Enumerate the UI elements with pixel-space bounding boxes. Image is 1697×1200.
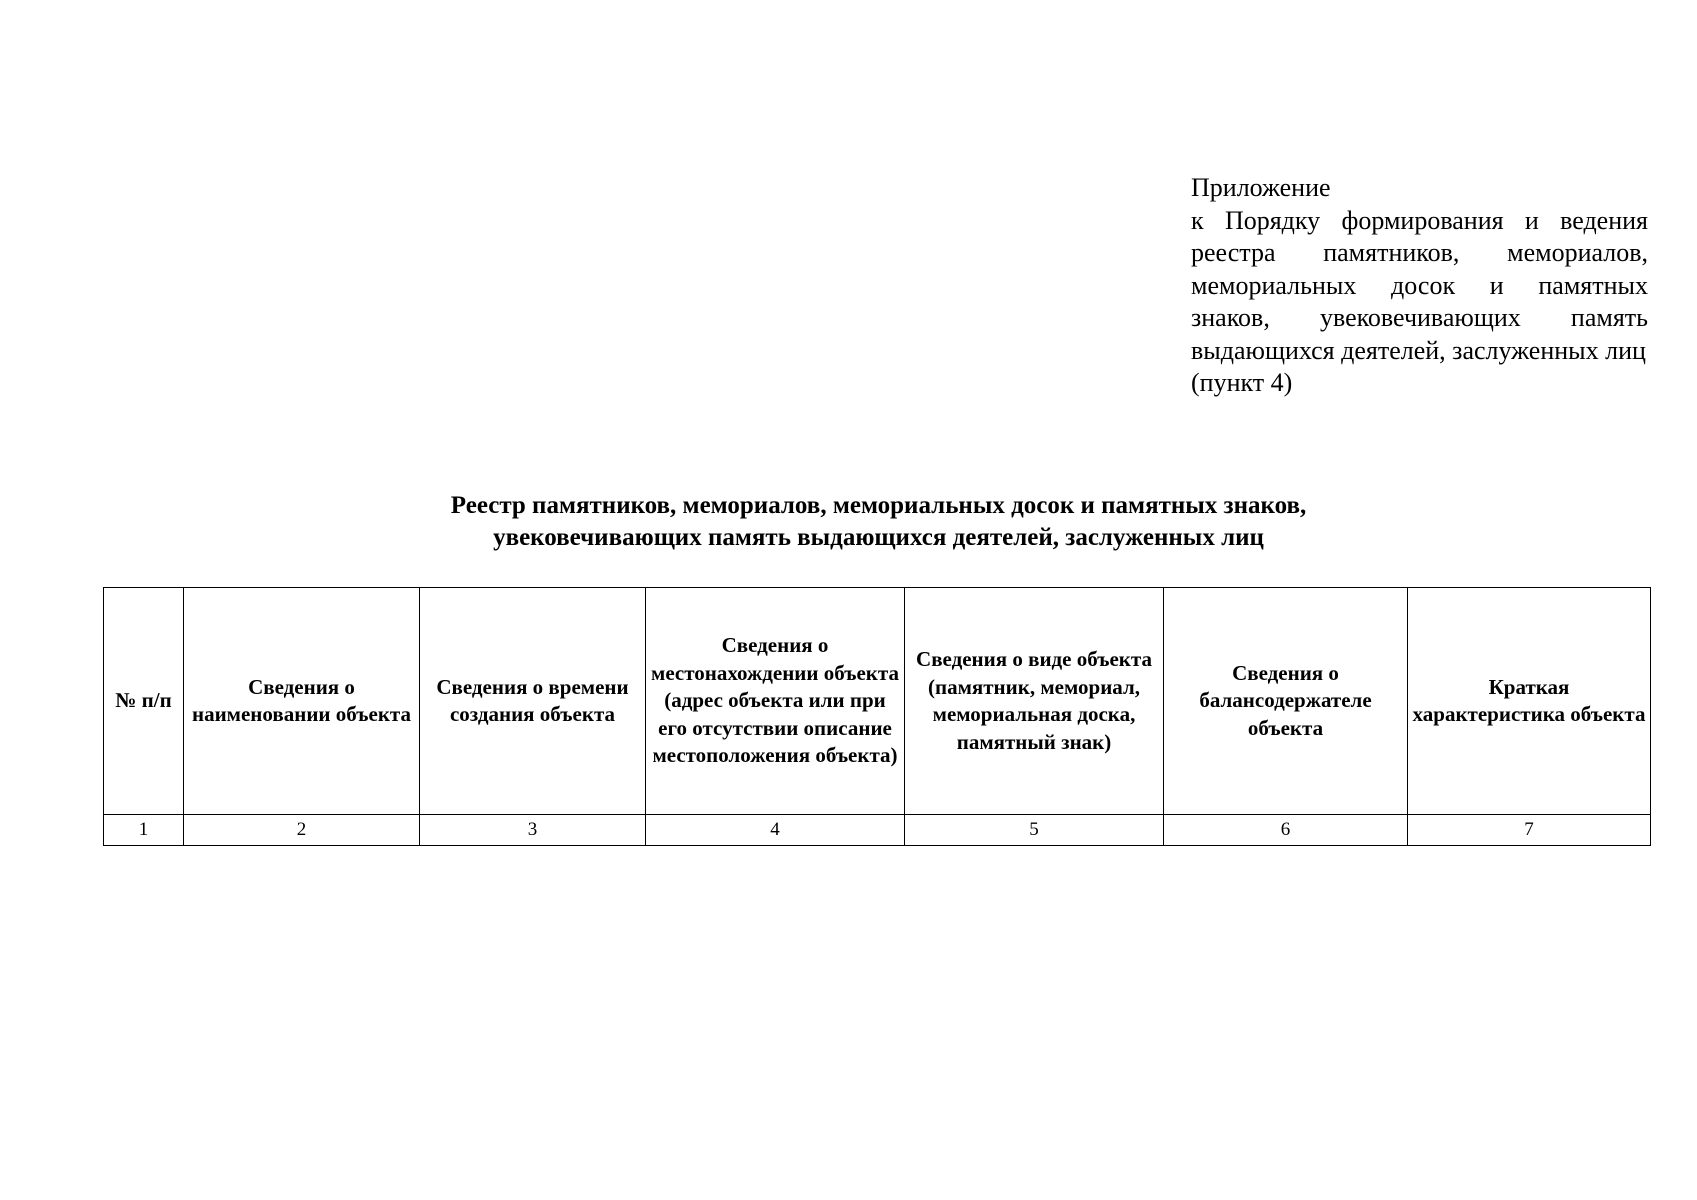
column-header-creation-time: Сведения о времени создания объекта — [420, 588, 646, 815]
document-title-line-1: Реестр памятников, мемориалов, мемориальных досок и памятных знаков, — [450, 492, 1307, 519]
column-header-number: № п/п — [104, 588, 184, 815]
document-title — [0, 490, 1697, 554]
appendix-basis: к Порядку формирования и ведения реестра памятников, мемориалов, мемориальных досок и памятных знаков, увековечивающих память выдающихся деятелей, заслуженных лиц — [1191, 205, 1648, 365]
table-row-column-numbers — [104, 815, 1651, 846]
appendix-title: Приложение — [1191, 173, 1331, 202]
column-header-description: Краткая характеристика объекта — [1408, 588, 1651, 815]
column-number-cell: 3 — [420, 815, 646, 846]
column-number-cell: 1 — [104, 815, 184, 846]
registry-table — [103, 587, 1651, 846]
column-header-name: Сведения о наименовании объекта — [184, 588, 420, 815]
column-number-cell: 5 — [905, 815, 1164, 846]
column-number-cell: 4 — [646, 815, 905, 846]
column-header-object-type: Сведения о виде объекта (памятник, мемориал, мемориальная доска, памятный знак) — [905, 588, 1164, 815]
column-header-location: Сведения о местонахождении объекта (адрес объекта или при его отсутствии описание местоположения объекта) — [646, 588, 905, 815]
column-number-cell: 2 — [184, 815, 420, 846]
appendix-clause: (пункт 4) — [1191, 368, 1293, 397]
document-title-line-2: увековечивающих память выдающихся деятелей, заслуженных лиц — [493, 524, 1264, 551]
table-header-row — [104, 588, 1651, 815]
column-header-balance-holder: Сведения о балансодержателе объекта — [1164, 588, 1408, 815]
appendix-block — [1191, 172, 1648, 400]
column-number-cell: 7 — [1408, 815, 1651, 846]
column-number-cell: 6 — [1164, 815, 1408, 846]
